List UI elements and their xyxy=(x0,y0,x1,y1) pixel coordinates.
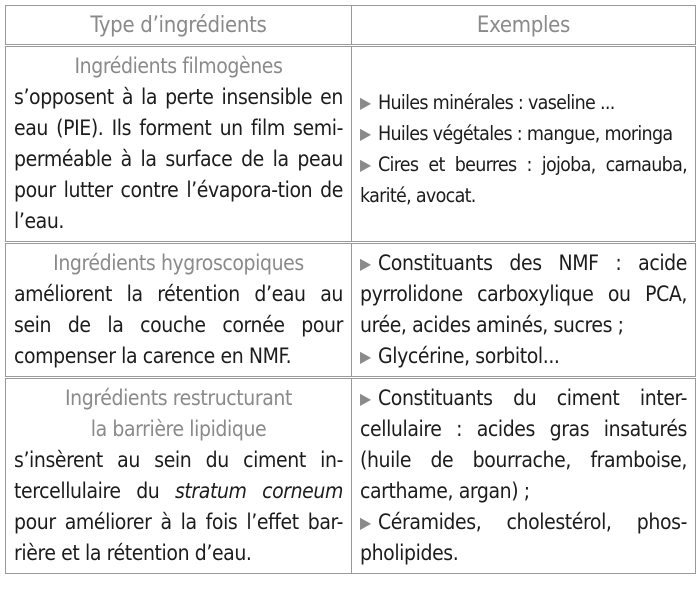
category-title: Ingrédients hygroscopiques xyxy=(53,251,304,275)
table-row xyxy=(6,46,696,243)
triangle-right-icon: ▶ xyxy=(360,155,371,174)
example-item: ▶ Cires et beurres : jojoba, carnauba, karité, avocat. xyxy=(360,149,687,211)
example-item: ▶ Constituants du ciment inter-cellulaire : acides gras insaturés (huile de bourrache, framboise, carthame, argan) ; xyxy=(360,383,687,507)
example-item: ▶ Huiles végétales : mangue, moringa xyxy=(360,118,687,149)
category-description: s’opposent à la perte insensible en eau (PIE). Ils forment un film semi-perméable à la surface de la peau pour lutter contre l’évapora-tion de l’eau. xyxy=(14,85,343,233)
table-row xyxy=(6,378,696,574)
category-title: Ingrédients filmogènes xyxy=(74,54,283,78)
category-description: améliorent la rétention d’eau au sein de la couche cornée pour compenser la carence en NMF. xyxy=(14,282,343,368)
header-examples: Exemples xyxy=(352,6,696,46)
type-cell xyxy=(6,378,352,574)
example-item: ▶ Huiles minérales : vaseline ... xyxy=(360,87,687,118)
examples-cell xyxy=(352,378,696,574)
examples-cell xyxy=(352,46,696,243)
triangle-right-icon: ▶ xyxy=(360,254,371,273)
category-description: s’insèrent au sein du ciment in-tercellulaire du stratum corneum pour améliorer à la fois l’effet bar-rière et la rétention d’eau. xyxy=(14,448,343,565)
example-item: ▶ Céramides, cholestérol, phos-pholipides. xyxy=(360,507,687,569)
ingredients-table xyxy=(5,5,696,574)
table-row xyxy=(6,243,696,378)
triangle-right-icon: ▶ xyxy=(360,347,371,366)
triangle-right-icon: ▶ xyxy=(360,513,371,532)
triangle-right-icon: ▶ xyxy=(360,93,371,112)
latin-term: stratum corneum xyxy=(174,479,343,503)
triangle-right-icon: ▶ xyxy=(360,389,371,408)
category-title: Ingrédients restructurant la barrière lipidique xyxy=(65,386,292,441)
header-type: Type d’ingrédients xyxy=(6,6,352,46)
type-cell xyxy=(6,243,352,378)
examples-cell xyxy=(352,243,696,378)
table-header-row xyxy=(6,6,696,46)
example-item: ▶ Glycérine, sorbitol... xyxy=(360,341,687,372)
type-cell xyxy=(6,46,352,243)
triangle-right-icon: ▶ xyxy=(360,124,371,143)
example-item: ▶ Constituants des NMF : acide pyrrolidone carboxylique ou PCA, urée, acides aminés, sucres ; xyxy=(360,248,687,341)
